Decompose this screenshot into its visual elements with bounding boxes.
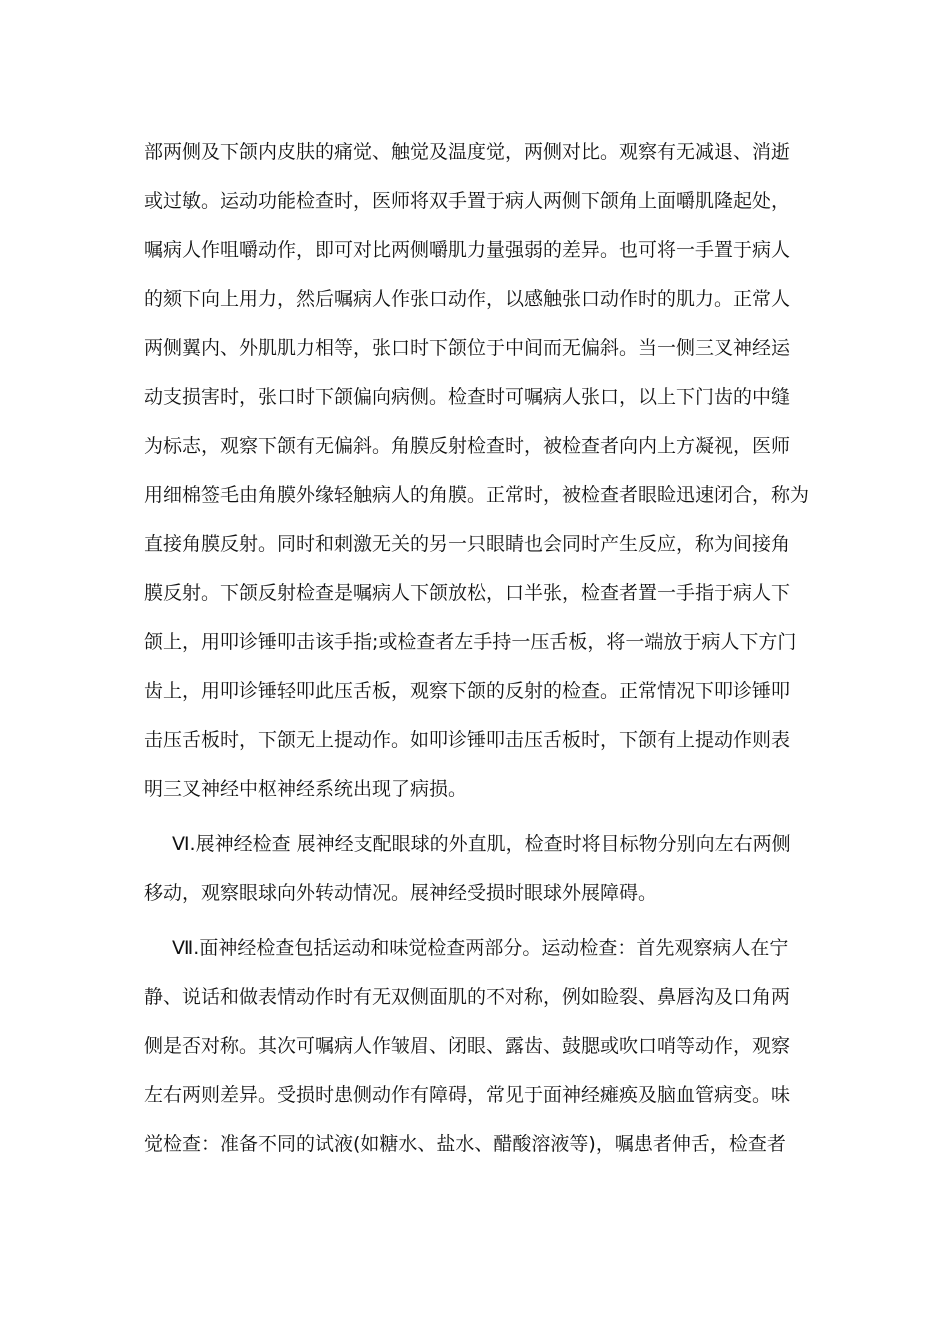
text-line: 的颏下向上用力，然后嘱病人作张口动作，以感触张口动作时的肌力。正常人 xyxy=(144,288,791,310)
text-line: 动支损害时，张口时下颌偏向病侧。检查时可嘱病人张口，以上下门齿的中缝 xyxy=(144,386,791,408)
text-line: 部两侧及下颌内皮肤的痛觉、触觉及温度觉，两侧对比。观察有无减退、消逝 xyxy=(144,141,791,163)
text-line: 明三叉神经中枢神经系统出现了病损。 xyxy=(144,778,468,800)
text-line: 两侧翼内、外肌肌力相等，张口时下颌位于中间而无偏斜。当一侧三叉神经运 xyxy=(144,337,791,359)
text-line: 直接角膜反射。同时和刺激无关的另一只眼睛也会同时产生反应，称为间接角 xyxy=(144,533,791,555)
text-line: 左右两则差异。受损时患侧动作有障碍，常见于面神经瘫痪及脑血管病变。味 xyxy=(144,1084,791,1106)
text-line: 静、说话和做表情动作时有无双侧面肌的不对称，例如睑裂、鼻唇沟及口角两 xyxy=(144,986,791,1008)
text-line: 膜反射。下颌反射检查是嘱病人下颌放松，口半张，检查者置一手指于病人下 xyxy=(144,582,791,604)
text-line: 击压舌板时，下颌无上提动作。如叩诊锤叩击压舌板时，下颌有上提动作则表 xyxy=(144,729,791,751)
text-line: 移动，观察眼球向外转动情况。展神经受损时眼球外展障碍。 xyxy=(144,882,658,904)
text-line: 嘱病人作咀嚼动作，即可对比两侧嚼肌力量强弱的差异。也可将一手置于病人 xyxy=(144,239,791,261)
text-line: 或过敏。运动功能检查时，医师将双手置于病人两侧下颌角上面嚼肌隆起处， xyxy=(144,190,791,212)
text-line: 颌上，用叩诊锤叩击该手指;或检查者左手持一压舌板，将一端放于病人下方门 xyxy=(144,631,797,653)
text-line: 侧是否对称。其次可嘱病人作皱眉、闭眼、露齿、鼓腮或吹口哨等动作，观察 xyxy=(144,1035,791,1057)
text-line: 觉检查：准备不同的试液(如糖水、盐水、醋酸溶液等)，嘱患者伸舌，检查者 xyxy=(144,1133,786,1155)
text-line: 为标志，观察下颌有无偏斜。角膜反射检查时，被检查者向内上方凝视，医师 xyxy=(144,435,791,457)
paragraph-facial-line: Ⅶ.面神经检查包括运动和味觉检查两部分。运动检查：首先观察病人在宁 xyxy=(172,937,789,959)
text-line: 用细棉签毛由角膜外缘轻触病人的角膜。正常时，被检查者眼睑迅速闭合，称为 xyxy=(144,484,810,506)
paragraph-abducens-line: Ⅵ.展神经检查 展神经支配眼球的外直肌，检查时将目标物分别向左右两侧 xyxy=(172,833,791,855)
text-line: 齿上，用叩诊锤轻叩此压舌板，观察下颌的反射的检查。正常情况下叩诊锤叩 xyxy=(144,680,791,702)
